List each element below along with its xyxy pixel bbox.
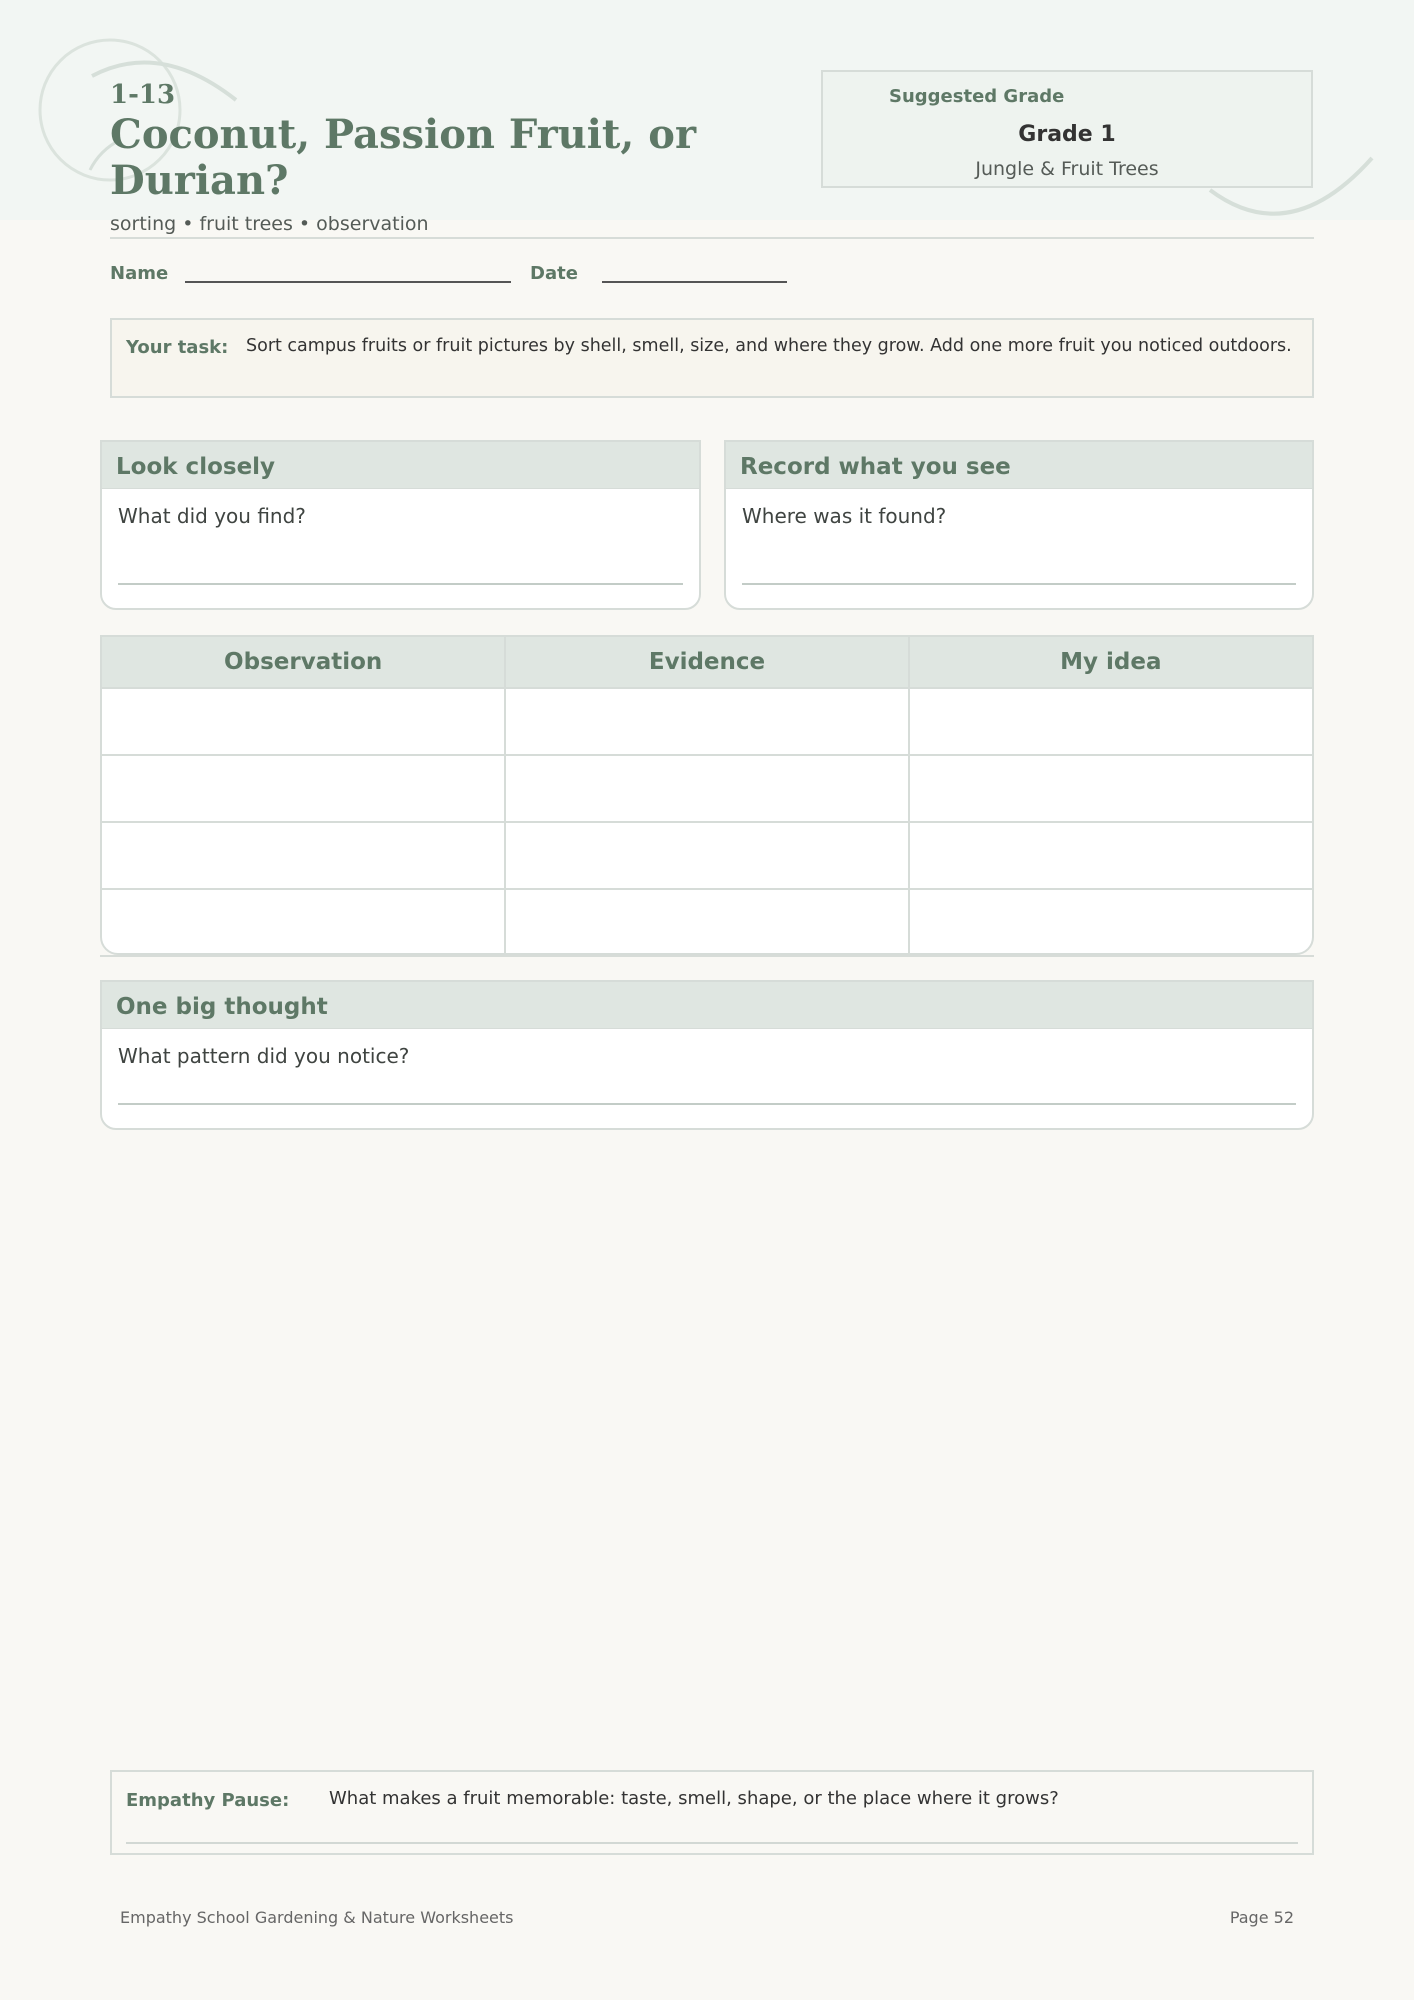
record-question: Where was it found? xyxy=(742,504,947,528)
empathy-pause-answer-line[interactable] xyxy=(126,1842,1298,1844)
header-my-idea: My idea xyxy=(909,637,1312,688)
look-closely-card xyxy=(100,440,701,610)
table-cell[interactable] xyxy=(909,889,1312,955)
grade-value: Grade 1 xyxy=(1018,122,1116,147)
page-subtitle: sorting • fruit trees • observation xyxy=(110,213,429,235)
table-cell[interactable] xyxy=(505,755,908,822)
look-closely-answer-line[interactable] xyxy=(118,583,683,585)
name-field[interactable] xyxy=(185,281,511,283)
table-cell[interactable] xyxy=(909,755,1312,822)
big-thought-card xyxy=(100,980,1314,1130)
table-row xyxy=(102,889,1312,955)
date-label: Date xyxy=(530,263,578,284)
empathy-pause-box xyxy=(110,1770,1314,1855)
grade-box xyxy=(821,70,1313,188)
name-label: Name xyxy=(110,263,169,284)
record-answer-line[interactable] xyxy=(742,583,1296,585)
record-card xyxy=(724,440,1314,610)
big-thought-question: What pattern did you notice? xyxy=(118,1044,410,1068)
task-label: Your task: xyxy=(126,337,229,358)
footer-series: Empathy School Gardening & Nature Worksheets xyxy=(120,1908,514,1927)
task-box xyxy=(110,318,1314,398)
record-title: Record what you see xyxy=(726,442,1312,489)
observation-table xyxy=(100,635,1314,955)
grade-topic: Jungle & Fruit Trees xyxy=(975,158,1159,180)
table-cell[interactable] xyxy=(505,889,908,955)
grade-label: Suggested Grade xyxy=(889,86,1065,107)
date-field[interactable] xyxy=(602,281,787,283)
table-cell[interactable] xyxy=(909,822,1312,889)
footer-page-number: Page 52 xyxy=(1229,1908,1294,1927)
look-closely-title: Look closely xyxy=(102,442,699,489)
table-cell[interactable] xyxy=(909,688,1312,755)
big-thought-answer-line[interactable] xyxy=(118,1103,1296,1105)
header-observation: Observation xyxy=(102,637,505,688)
table-cell[interactable] xyxy=(102,688,505,755)
table-cell[interactable] xyxy=(102,822,505,889)
table-cell[interactable] xyxy=(505,822,908,889)
table-cell[interactable] xyxy=(102,889,505,955)
empathy-pause-text: What makes a fruit memorable: taste, smell, shape, or the place where it grows? xyxy=(329,1788,1059,1809)
table-row xyxy=(102,822,1312,889)
look-closely-question: What did you find? xyxy=(118,504,306,528)
table-cell[interactable] xyxy=(505,688,908,755)
header-divider xyxy=(110,237,1314,239)
header-evidence: Evidence xyxy=(505,637,908,688)
empathy-pause-label: Empathy Pause: xyxy=(126,1790,290,1811)
table-row xyxy=(102,755,1312,822)
table-divider xyxy=(100,955,1314,957)
table-row xyxy=(102,688,1312,755)
task-text: Sort campus fruits or fruit pictures by shell, smell, size, and where they grow. Add one more fruit you noticed outdoors. xyxy=(246,336,1292,356)
page-title: Coconut, Passion Fruit, or Durian? xyxy=(110,111,697,204)
big-thought-title: One big thought xyxy=(102,982,1312,1029)
worksheet-number: 1-13 xyxy=(110,80,176,110)
table-cell[interactable] xyxy=(102,755,505,822)
